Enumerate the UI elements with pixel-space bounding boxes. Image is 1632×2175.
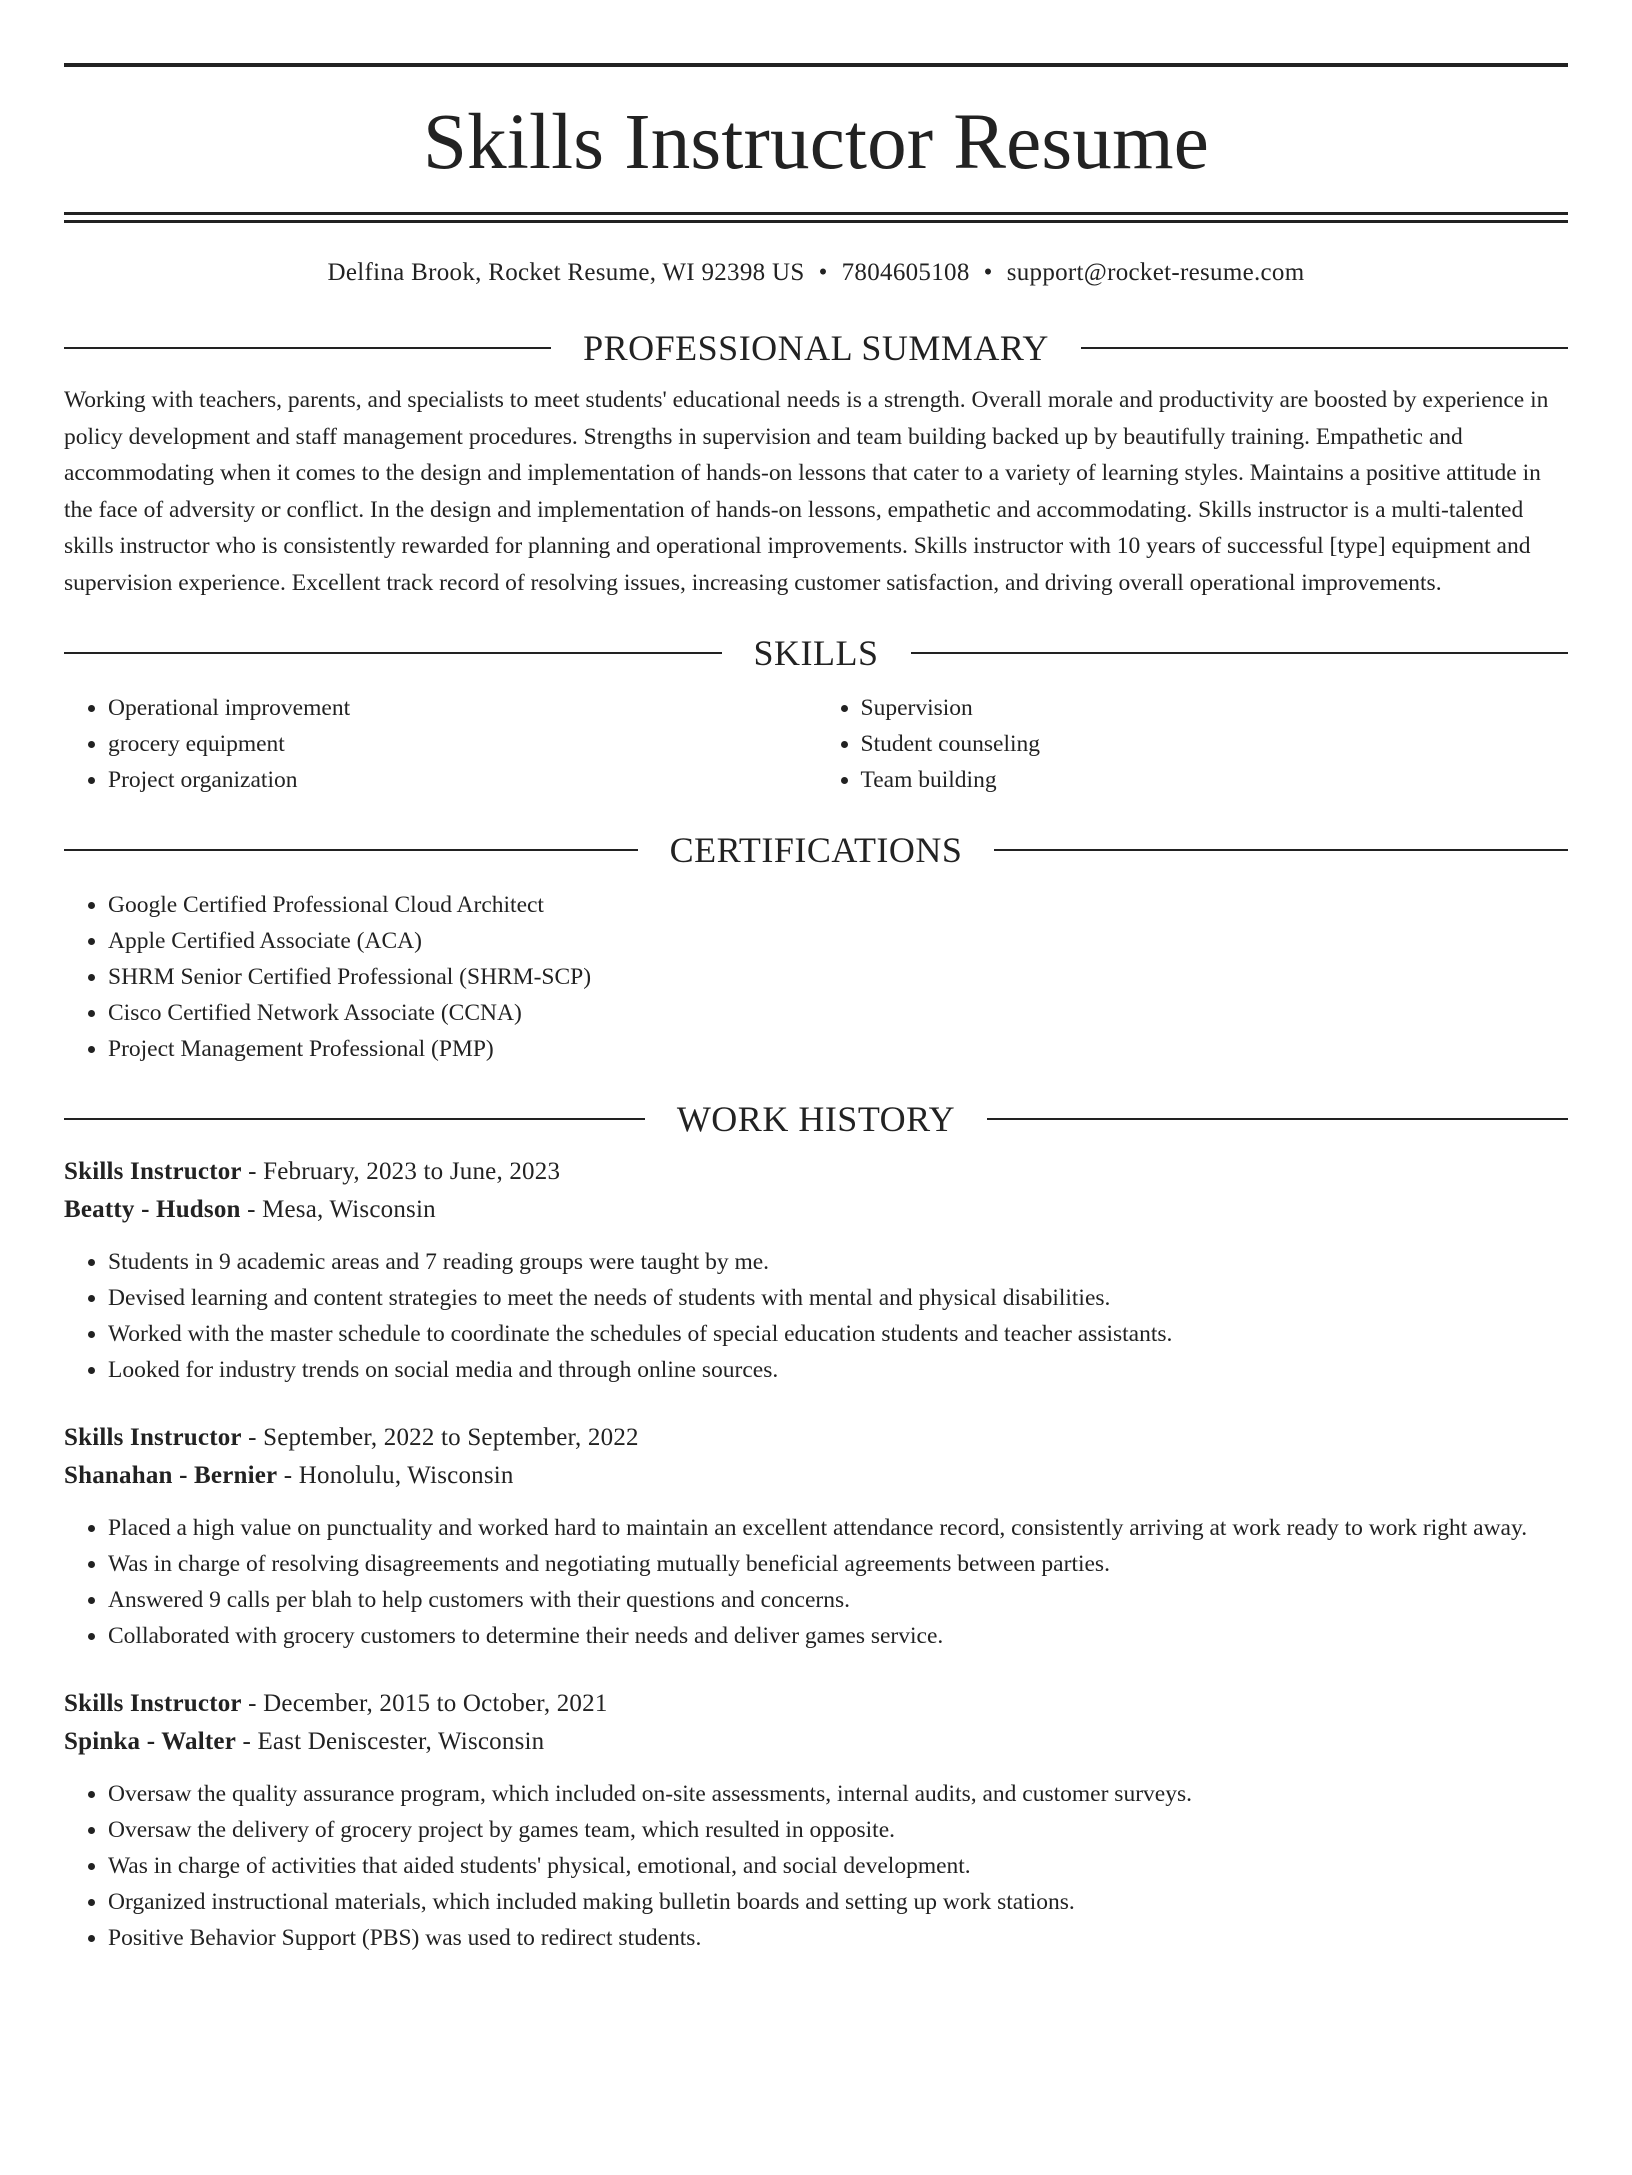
summary-heading: PROFESSIONAL SUMMARY — [583, 328, 1049, 368]
job-bullet: • Worked with the master schedule to coordinate the schedules of special education students and teacher assistants. — [108, 1316, 1568, 1352]
job-company: Spinka - Walter — [64, 1728, 237, 1755]
skill-item: • Student counseling — [861, 726, 1569, 762]
skills-list — [64, 690, 1568, 798]
job-entry — [64, 1685, 1568, 1956]
section-rule-left — [64, 347, 551, 349]
skills-heading: SKILLS — [753, 633, 879, 673]
job-company-line — [64, 1191, 1568, 1229]
section-rule-right — [994, 849, 1568, 851]
resume-page — [0, 63, 1632, 2175]
job-entry — [64, 1419, 1568, 1654]
contact-phone: 7804605108 — [841, 259, 970, 286]
job-bullet: • Students in 9 academic areas and 7 reading groups were taught by me. — [108, 1244, 1568, 1280]
job-company-line — [64, 1457, 1568, 1495]
contact-address: Delfina Brook, Rocket Resume, WI 92398 US — [327, 259, 805, 286]
job-title-line — [64, 1685, 1568, 1723]
job-bullet: • Oversaw the quality assurance program, which included on-site assessments, internal audits, and customer surveys. — [108, 1776, 1568, 1812]
certification-item: • Project Management Professional (PMP) — [108, 1031, 1568, 1067]
job-location: - Mesa, Wisconsin — [240, 1196, 436, 1223]
skill-item: • Operational improvement — [108, 690, 816, 726]
summary-text: Working with teachers, parents, and specialists to meet students' educational needs is a strength. Overall morale and productivity are boosted by experience in policy development and staff management procedures. Strengths in supervision and team building backed up by beautifully training. Empathetic and accommodating when it comes to the design and implementation of hands-on lessons that cater to a variety of learning styles. Maintains a positive attitude in the face of adversity or conflict. In the design and implementation of hands-on lessons, empathetic and accommodating. Skills instructor is a multi-talented skills instructor who is consistently rewarded for planning and operational improvements. Skills instructor with 10 years of successful [type] equipment and supervision experience. Excellent track record of resolving issues, increasing customer satisfaction, and driving overall operational improvements. — [64, 387, 1549, 596]
job-dates: - February, 2023 to June, 2023 — [241, 1158, 561, 1185]
section-rule-left — [64, 652, 722, 654]
job-company-line — [64, 1723, 1568, 1761]
work-history-heading: WORK HISTORY — [676, 1099, 956, 1139]
job-title: Skills Instructor — [64, 1158, 242, 1185]
work-history-section-header — [64, 1101, 1568, 1137]
job-bullet: • Oversaw the delivery of grocery project by games team, which resulted in opposite. — [108, 1812, 1568, 1848]
job-bullet: • Positive Behavior Support (PBS) was used to redirect students. — [108, 1920, 1568, 1956]
job-bullets — [64, 1244, 1568, 1388]
job-bullet: • Looked for industry trends on social media and through online sources. — [108, 1352, 1568, 1388]
certifications-heading: CERTIFICATIONS — [669, 830, 963, 870]
section-rule-right — [987, 1118, 1568, 1120]
section-rule-left — [64, 1118, 645, 1120]
certifications-list — [64, 887, 1568, 1067]
job-bullet: • Answered 9 calls per blah to help customers with their questions and concerns. — [108, 1582, 1568, 1618]
skill-item: • grocery equipment — [108, 726, 816, 762]
job-bullets — [64, 1776, 1568, 1956]
skill-item: • Team building — [861, 762, 1569, 798]
certification-item: • Google Certified Professional Cloud Architect — [108, 887, 1568, 923]
job-bullets — [64, 1510, 1568, 1654]
section-rule-right — [911, 652, 1569, 654]
contact-email: support@rocket-resume.com — [1006, 259, 1305, 286]
job-dates: - December, 2015 to October, 2021 — [241, 1690, 608, 1717]
section-rule-right — [1081, 347, 1568, 349]
skills-section-header — [64, 635, 1568, 671]
job-location: - East Deniscester, Wisconsin — [236, 1728, 545, 1755]
job-entry — [64, 1153, 1568, 1388]
contact-separator: • — [983, 259, 993, 286]
top-rule — [64, 63, 1568, 67]
job-bullet: • Was in charge of resolving disagreements and negotiating mutually beneficial agreements between parties. — [108, 1546, 1568, 1582]
job-title-line — [64, 1153, 1568, 1191]
job-title: Skills Instructor — [64, 1690, 242, 1717]
job-location: - Honolulu, Wisconsin — [277, 1462, 514, 1489]
job-dates: - September, 2022 to September, 2022 — [241, 1424, 639, 1451]
skills-column-left — [64, 690, 816, 798]
title-double-rule — [64, 212, 1568, 223]
contact-line — [64, 258, 1568, 288]
resume-title: Skills Instructor Resume — [423, 99, 1209, 186]
section-rule-left — [64, 849, 638, 851]
certification-item: • Apple Certified Associate (ACA) — [108, 923, 1568, 959]
job-title: Skills Instructor — [64, 1424, 242, 1451]
job-company: Shanahan - Bernier — [64, 1462, 278, 1489]
skill-item: • Supervision — [861, 690, 1569, 726]
contact-separator: • — [818, 259, 828, 286]
certification-item: • Cisco Certified Network Associate (CCNA) — [108, 995, 1568, 1031]
skill-item: • Project organization — [108, 762, 816, 798]
job-title-line — [64, 1419, 1568, 1457]
job-bullet: • Placed a high value on punctuality and worked hard to maintain an excellent attendance record, consistently arriving at work ready to work right away. — [108, 1510, 1568, 1546]
certifications-section-header — [64, 832, 1568, 868]
certification-item: • SHRM Senior Certified Professional (SHRM-SCP) — [108, 959, 1568, 995]
skills-column-right — [816, 690, 1569, 798]
summary-section-header — [64, 330, 1568, 366]
job-bullet: • Organized instructional materials, which included making bulletin boards and setting up work stations. — [108, 1884, 1568, 1920]
job-bullet: • Collaborated with grocery customers to determine their needs and deliver games service. — [108, 1618, 1568, 1654]
job-company: Beatty - Hudson — [64, 1196, 241, 1223]
job-bullet: • Was in charge of activities that aided students' physical, emotional, and social development. — [108, 1848, 1568, 1884]
job-bullet: • Devised learning and content strategies to meet the needs of students with mental and physical disabilities. — [108, 1280, 1568, 1316]
